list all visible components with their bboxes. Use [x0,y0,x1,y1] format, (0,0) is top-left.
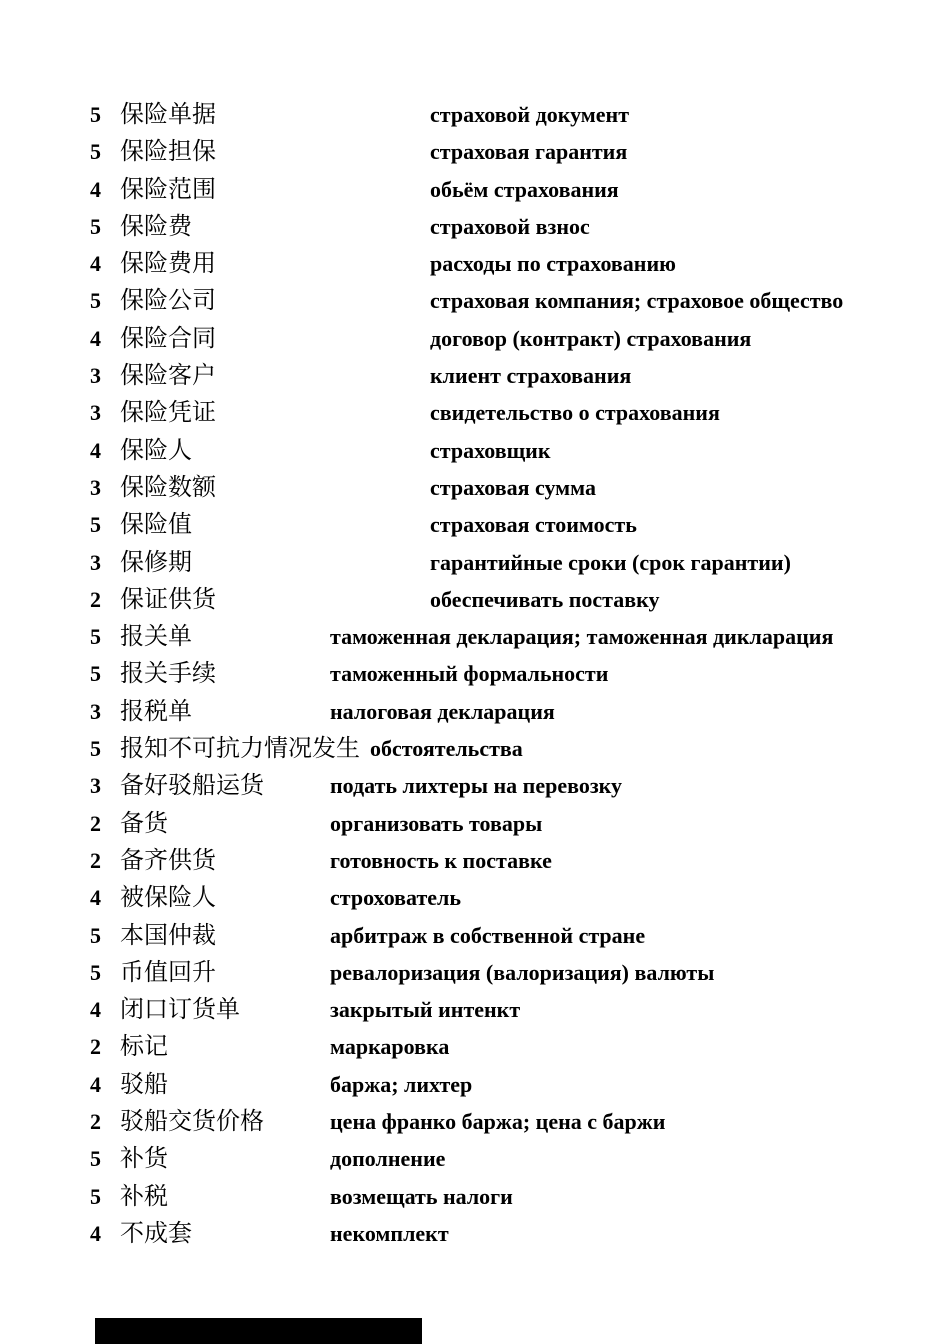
chinese-term: 标记 [120,1032,168,1061]
glossary-row [90,392,930,429]
frequency-number: 5 [90,102,101,127]
frequency-number: 5 [90,922,101,948]
russian-translation: страховщик [430,437,551,463]
russian-translation: готовность к поставке [330,847,552,873]
russian-translation: страховой документ [430,102,630,127]
chinese-term: 本国仲裁 [120,920,216,949]
glossary-row [90,1064,930,1101]
glossary-row [90,691,930,728]
glossary-row [90,616,930,653]
chinese-term: 保险凭证 [120,398,216,427]
chinese-term: 补货 [120,1144,168,1173]
chinese-term: 备货 [120,808,168,837]
glossary-row [90,840,930,877]
russian-translation: обстоятельства [370,736,523,762]
frequency-number: 3 [90,698,101,724]
russian-translation: страховая сумма [430,474,596,500]
glossary-row [90,1138,930,1175]
chinese-term: 闭口订货单 [120,995,240,1024]
glossary-row [90,653,930,690]
glossary-row [90,243,930,280]
chinese-term: 保险客户 [120,361,216,390]
glossary-row [90,94,930,131]
glossary-row [90,579,930,616]
russian-translation: страховая стоимость [430,512,637,538]
frequency-number: 4 [90,176,101,202]
frequency-number: 4 [90,1071,101,1097]
chinese-term: 保险公司 [120,286,216,315]
chinese-term: 驳船 [120,1069,168,1098]
frequency-number: 5 [90,288,101,314]
russian-translation: страховая гарантия [430,139,628,165]
glossary-row [90,1213,930,1250]
glossary-row [90,542,930,579]
chinese-term: 币值回升 [120,957,216,986]
frequency-number: 5 [90,512,101,538]
glossary-row [90,765,930,802]
russian-translation: таможенный формальности [330,661,609,687]
glossary-list [90,94,930,1250]
frequency-number: 3 [90,474,101,500]
russian-translation: организовать товары [330,810,543,836]
chinese-term: 备齐供货 [120,845,216,874]
chinese-term: 报知不可抗力情况发生 [120,734,360,763]
glossary-row [90,355,930,392]
russian-translation: подать лихтеры на перевозку [330,773,623,799]
frequency-number: 3 [90,363,101,389]
chinese-term: 驳船交货价格 [120,1107,264,1136]
glossary-row [90,318,930,355]
chinese-term: 保证供货 [120,584,216,613]
russian-translation: расходы по страхованию [430,251,676,277]
chinese-term: 补税 [120,1181,168,1210]
frequency-number: 3 [90,549,101,575]
russian-translation: страховая компания; страховое общество [430,288,844,314]
glossary-row [90,1101,930,1138]
glossary-row [90,280,930,317]
glossary-row [90,504,930,541]
frequency-number: 5 [90,959,101,985]
chinese-term: 保险合同 [120,323,216,352]
russian-translation: ревалоризация (валоризация) валюты [330,959,715,985]
frequency-number: 5 [90,1146,101,1172]
frequency-number: 4 [90,325,101,351]
russian-translation: закрытый интенкт [330,997,521,1023]
frequency-number: 3 [90,773,101,799]
chinese-term: 保险单据 [120,100,216,128]
frequency-number: 5 [90,736,101,762]
chinese-term: 保险范围 [120,174,216,203]
russian-translation: обеспечивать поставку [430,586,660,612]
chinese-term: 被保险人 [120,883,216,912]
glossary-row [90,877,930,914]
glossary-row [90,952,930,989]
russian-translation: обьём страхования [430,176,619,202]
chinese-term: 不成套 [120,1218,192,1247]
frequency-number: 5 [90,1183,101,1209]
russian-translation: некомплект [330,1220,449,1246]
glossary-row [90,1176,930,1213]
glossary-row [90,989,930,1026]
glossary-row [90,1026,930,1063]
russian-translation: маркаровка [330,1034,450,1060]
frequency-number: 5 [90,213,101,239]
glossary-row [90,915,930,952]
glossary-row [90,467,930,504]
glossary-row [90,206,930,243]
frequency-number: 5 [90,661,101,687]
russian-translation: налоговая декларация [330,698,555,724]
russian-translation: договор (контракт) страхования [430,325,752,351]
frequency-number: 3 [90,400,101,426]
chinese-term: 保险担保 [120,137,216,166]
frequency-number: 2 [90,810,101,836]
frequency-number: 2 [90,1034,101,1060]
glossary-row [90,803,930,840]
russian-translation: строхователь [330,885,462,911]
frequency-number: 5 [90,139,101,165]
russian-translation: дополнение [330,1146,446,1172]
chinese-term: 保险值 [120,510,192,539]
glossary-row [90,131,930,168]
frequency-number: 4 [90,1220,101,1246]
russian-translation: цена франко баржа; цена с баржи [330,1109,666,1135]
frequency-number: 4 [90,437,101,463]
russian-translation: свидетельство о страхования [430,400,720,426]
chinese-term: 报税单 [120,696,192,725]
glossary-row [90,169,930,206]
chinese-term: 备好驳船运货 [120,771,264,800]
frequency-number: 4 [90,997,101,1023]
chinese-term: 保修期 [120,547,192,576]
russian-translation: клиент страхования [430,363,632,389]
frequency-number: 2 [90,847,101,873]
chinese-term: 保险人 [120,435,192,464]
russian-translation: страховой взнос [430,213,590,239]
chinese-term: 报关手续 [120,659,216,688]
russian-translation: баржа; лихтер [330,1071,473,1097]
frequency-number: 4 [90,885,101,911]
chinese-term: 保险费用 [120,249,216,278]
chinese-term: 报关单 [120,622,192,651]
frequency-number: 2 [90,586,101,612]
glossary-row [90,728,930,765]
bottom-black-bar [95,1318,422,1344]
chinese-term: 保险数额 [120,472,216,501]
russian-translation: возмещать налоги [330,1183,513,1209]
frequency-number: 5 [90,624,101,650]
frequency-number: 2 [90,1109,101,1135]
russian-translation: гарантийные сроки (срок гарантии) [430,549,791,575]
russian-translation: таможенная декларация; таможенная дикларация [330,624,834,650]
russian-translation: арбитраж в собственной стране [330,922,646,948]
glossary-row [90,430,930,467]
frequency-number: 4 [90,251,101,277]
chinese-term: 保险费 [120,211,192,240]
